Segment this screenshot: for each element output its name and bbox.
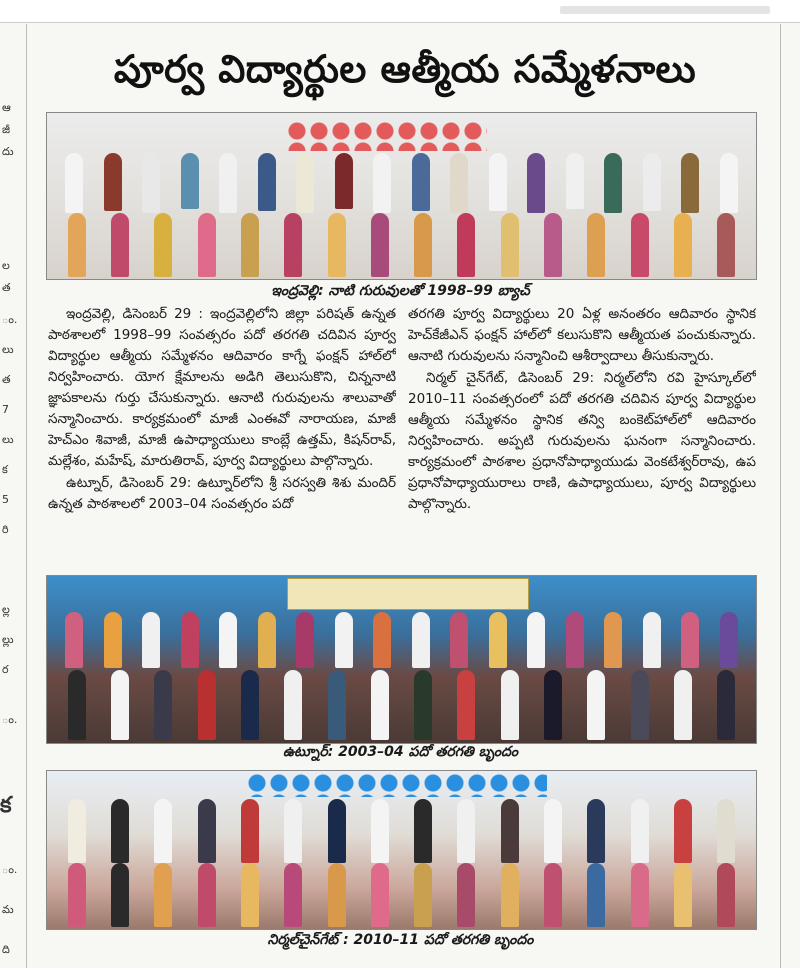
left-fragment-line: ల్ల [2, 603, 10, 616]
left-fragment-line: ల్లు [2, 633, 14, 646]
people-row-back [55, 153, 748, 213]
left-fragment-line: మ [2, 903, 14, 916]
left-fragment-line: 7 [2, 403, 9, 416]
left-fragment-line: 5 [2, 493, 9, 506]
article-column-right [408, 304, 756, 564]
left-fragment-line: ం. [2, 713, 18, 726]
people-row-back [55, 612, 748, 668]
left-fragment-line: జీ [2, 123, 11, 136]
left-column-fragment [0, 24, 27, 968]
left-fragment-line: దు [2, 145, 14, 158]
people-row-front [55, 863, 748, 927]
left-fragment-line: త [2, 281, 11, 294]
article-paragraph: నిర్మల్ చైన్‌గేట్, డిసెంబర్ 29: నిర్మల్‌లోని రవి హైస్కూల్‌లో 2010–11 సంవత్సరంలో పదో తరగతి చదివిన పూర్వ విద్యార్థుల ఆత్మీయ సమ్మేళనం స్థానిక తన్వి బంకెట్‌హాల్‌లో ఆదివారం నిర్వహించారు. అప్పటి గురువులను ఘనంగా సన్మానించారు. కార్యక్రమంలో పాఠశాల ప్రధానోపాధ్యాయుడు వెంకటేశ్వర్‌రావు, ఉప ప్రధానోపాధ్యాయురాలు రాణి, ఉపాధ్యాయులు, పూర్వ విద్యార్థులు పాల్గొన్నారు. [408, 370, 756, 512]
page-top-strip [0, 0, 800, 23]
left-fragment-line: త [2, 373, 11, 386]
article-paragraph: ఉట్నూర్, డిసెంబర్ 29: ఉట్నూర్‌లోని శ్రీ సరస్వతి శిశు మందిర్ ఉన్నత పాఠశాలలో 2003–04 సంవత్సరం పదో [48, 475, 396, 512]
left-fragment-line: ఆ [2, 101, 11, 114]
article-paragraph: తరగతి పూర్వ విద్యార్థులు 20 ఏళ్ల అనంతరం ఆదివారం స్థానిక హెచ్‌కేజీఎన్ ఫంక్షన్ హాల్‌లో కలుసుకొని ఆత్మీయత పంచుకున్నారు. ఆనాటి గురువులను సన్మానించి ఆశీర్వాదాలు తీసుకున్నారు. [408, 306, 756, 364]
stage-banner [287, 578, 529, 610]
left-fragment-line: రి [2, 523, 9, 536]
people-row-back [55, 799, 748, 863]
left-fragment-heading: క [0, 793, 12, 818]
article-column-left [48, 304, 396, 564]
balloon-decoration [287, 121, 487, 151]
article-paragraph: ఇంద్రవెల్లి, డిసెంబర్ 29 : ఇంద్రవెల్లిలోని జిల్లా పరిషత్ ఉన్నత పాఠశాలలో 1998–99 సంవత్సరం పదో తరగతి చదివిన పూర్వ విద్యార్థుల ఆత్మీయ సమ్మేళనం ఆదివారం కాగ్నే ఫంక్షన్ హాల్‌లో నిర్వహించారు. యోగ క్షేమాలను అడిగి తెలుసుకొని, చిన్ననాటి జ్ఞాపకాలను గుర్తు చేసుకున్నారు. ఆనాటి గురువులను శాలువాతో సన్మానించారు. కార్యక్రమంలో మాజీ ఎంఈవో నారాయణ, మాజీ హెచ్ఎం శివాజీ, మాజీ ఉపాధ్యాయులు కాంబ్లే ఉత్తమ్, కిషన్‌రావ్, మల్లేశం, మహేష్, మారుతిరావ్, పూర్వ విద్యార్థులు పాల్గొన్నారు. [48, 306, 396, 469]
balloon-decoration [247, 773, 547, 797]
left-fragment-line: ది [2, 943, 10, 956]
left-fragment-line: ం. [2, 313, 18, 326]
photo-caption: ఇంద్రవెల్లి: నాటి గురువులతో 1998–99 బ్యాచ్ [271, 283, 530, 299]
people-row-front [55, 670, 748, 740]
group-photo-indravelli [46, 112, 757, 280]
left-fragment-line: లు [2, 343, 14, 356]
top-strip-mark [560, 6, 770, 14]
headline: పూర్వ విద్యార్థుల ఆత్మీయ సమ్మేళనాలు [113, 47, 697, 91]
right-column-fragment [780, 24, 800, 968]
people-row-front [55, 213, 748, 277]
group-photo-nirmal-chaingate [46, 770, 757, 930]
left-fragment-line: ర [2, 663, 9, 676]
left-fragment-line: లు [2, 433, 14, 446]
photo-caption: నిర్మల్‌చైన్‌గేట్ : 2010–11 పదో తరగతి బృందం [267, 932, 534, 948]
left-fragment-line: క [2, 463, 8, 476]
left-fragment-line: ం. [2, 863, 18, 876]
group-photo-utnoor [46, 575, 757, 744]
photo-caption: ఉట్నూర్: 2003–04 పదో తరగతి బృందం [282, 744, 519, 760]
left-fragment-line: ల [2, 259, 10, 272]
